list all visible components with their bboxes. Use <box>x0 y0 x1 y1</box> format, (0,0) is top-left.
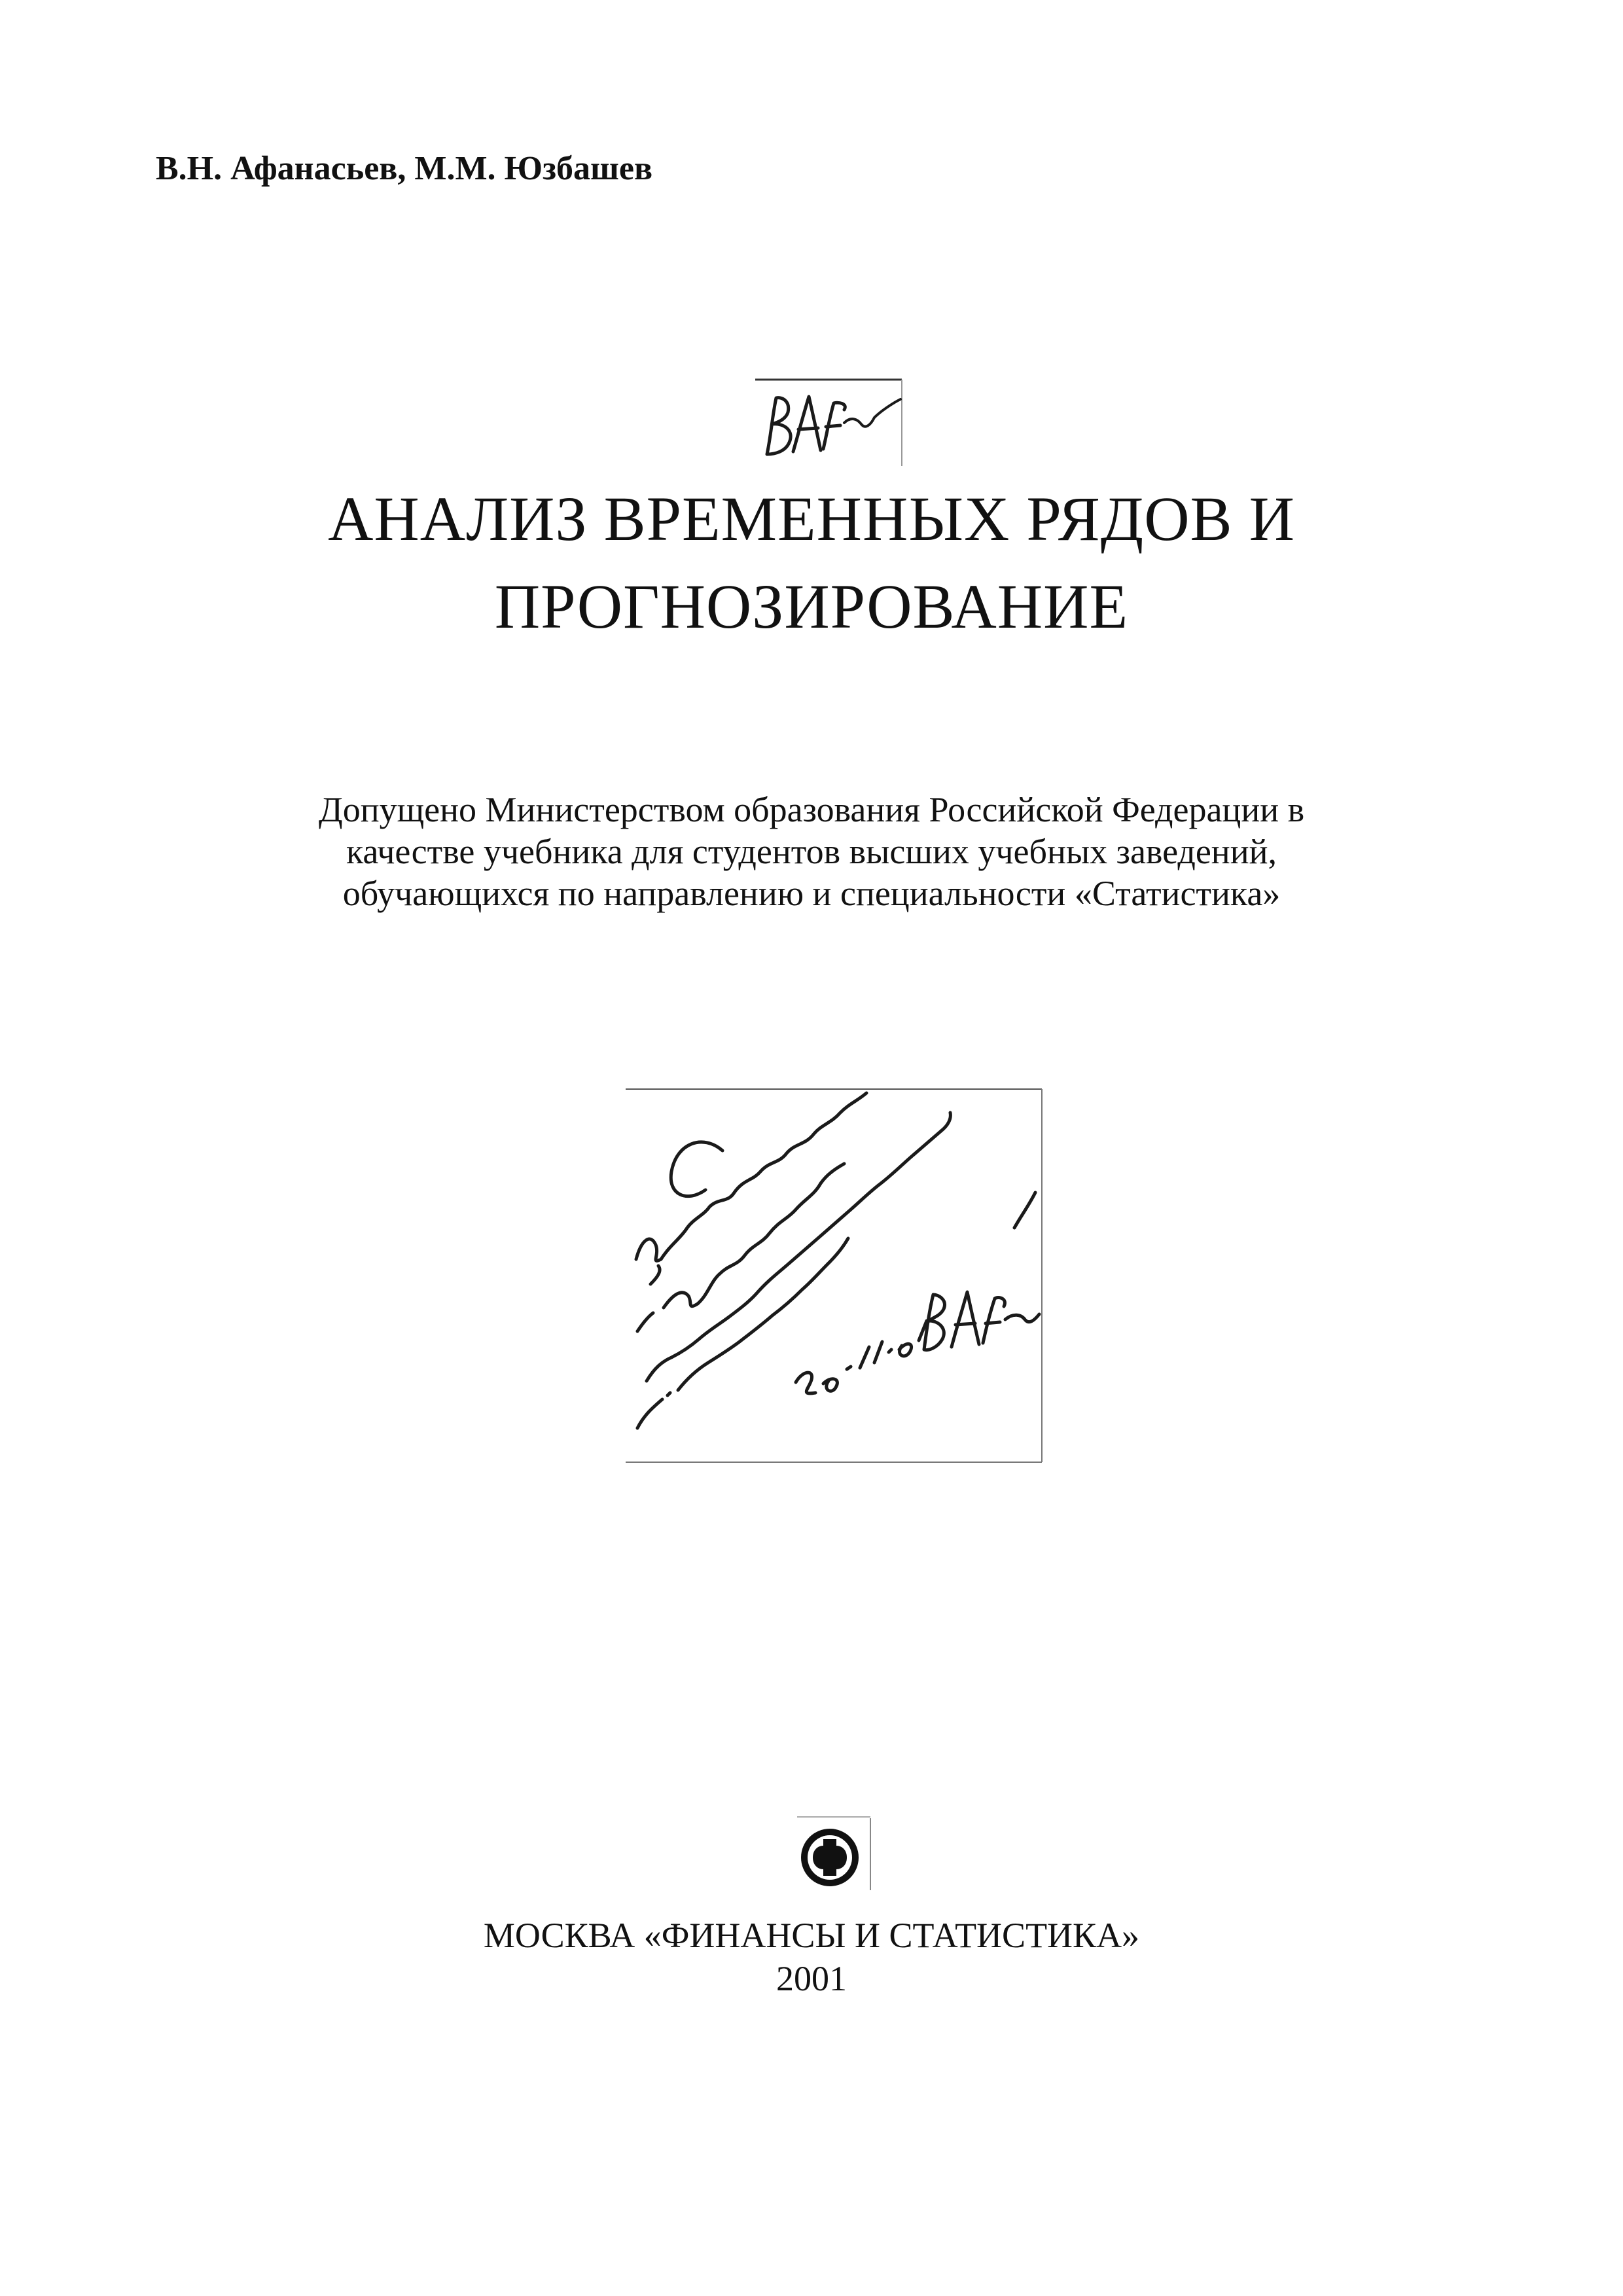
book-title-line-2: ПРОГНОЗИРОВАНИЕ <box>494 571 1129 641</box>
publisher-city-name: МОСКВА «ФИНАНСЫ И СТАТИСТИКА» <box>483 1916 1140 1955</box>
inscription-drawing <box>624 1088 1043 1463</box>
authors: В.Н. Афанасьев, М.М. Юзбашев <box>156 150 653 187</box>
publisher-logo-icon <box>793 1813 876 1895</box>
approval-line-1: Допущено Министерством образования Российской Федерации в <box>318 790 1305 829</box>
approval-line-2: качестве учебника для студентов высших учебных заведений, <box>346 832 1277 871</box>
book-title-line-1: АНАЛИЗ ВРЕМЕННЫХ РЯДОВ И <box>328 484 1295 554</box>
publisher-logo <box>793 1813 876 1895</box>
publication-year: 2001 <box>776 1959 847 1998</box>
approval-line-3: обучающихся по направлению и специальности «Статистика» <box>342 874 1281 913</box>
approval-statement <box>0 789 1623 914</box>
publisher-info <box>0 1914 1623 2000</box>
book-title <box>0 475 1623 651</box>
author-signature <box>753 377 904 469</box>
signature-drawing <box>753 377 904 469</box>
handwritten-inscription <box>624 1088 1043 1463</box>
